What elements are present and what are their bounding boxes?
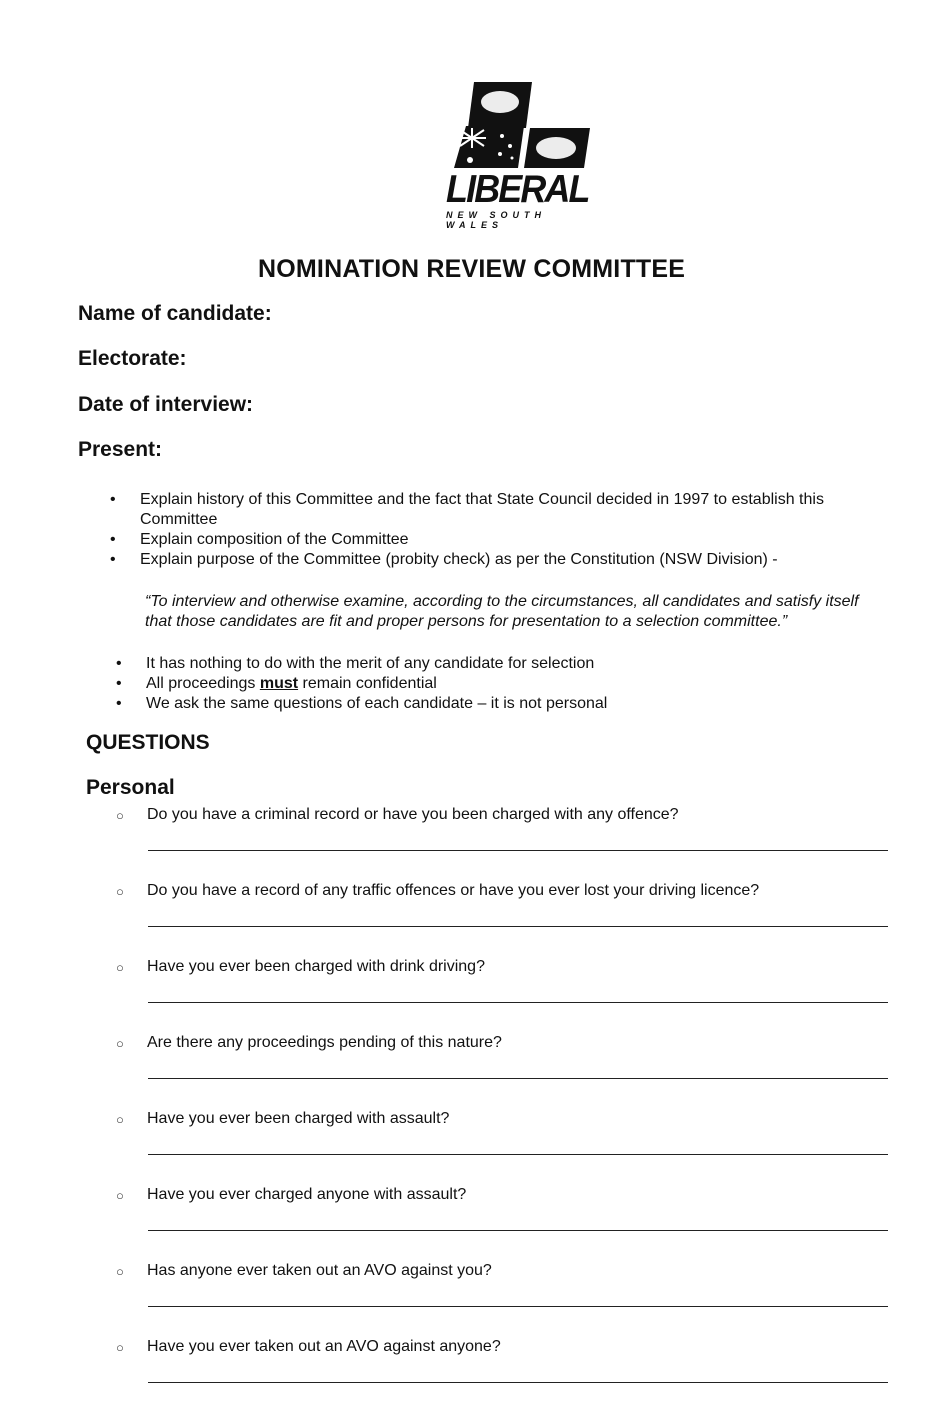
question-text: Have you ever been charged with drink driving?	[147, 958, 485, 975]
candidate-name-label: Name of candidate:	[78, 302, 272, 325]
question-text: Are there any proceedings pending of this nature?	[147, 1034, 502, 1051]
intro-bullet-list	[106, 490, 876, 570]
emphasis-must: must	[259, 675, 299, 692]
questions-heading: QUESTIONS	[86, 731, 210, 754]
list-item	[106, 530, 876, 550]
bullet-icon: •	[116, 655, 122, 672]
answer-line[interactable]	[148, 926, 888, 927]
list-item-text: We ask the same questions of each candidate – it is not personal	[146, 695, 608, 712]
list-item	[106, 490, 876, 530]
question-item	[116, 1338, 888, 1398]
notes-bullet-list	[112, 654, 882, 714]
list-item-text	[146, 675, 437, 692]
logo-wordmark: LIBERAL	[446, 168, 589, 211]
bullet-icon: •	[110, 551, 116, 568]
list-item	[112, 694, 882, 714]
question-text: Have you ever taken out an AVO against anyone?	[147, 1338, 501, 1355]
question-item	[116, 1034, 888, 1094]
list-item-text: Explain purpose of the Committee (probity check) as per the Constitution (NSW Division) -	[140, 551, 778, 568]
answer-line[interactable]	[148, 1002, 888, 1003]
question-item	[116, 806, 888, 866]
question-text: Have you ever been charged with assault?	[147, 1110, 450, 1127]
bullet-icon: •	[110, 531, 116, 548]
list-item-text: Explain history of this Committee and the fact that State Council decided in 1997 to establish this Committee	[140, 491, 824, 528]
answer-line[interactable]	[148, 850, 888, 851]
electorate-label: Electorate:	[78, 347, 187, 370]
question-text: Do you have a criminal record or have you been charged with any offence?	[147, 806, 679, 823]
circle-bullet-icon: ○	[116, 884, 124, 899]
circle-bullet-icon: ○	[116, 1264, 124, 1279]
bullet-icon: •	[116, 695, 122, 712]
list-item	[106, 550, 876, 570]
answer-line[interactable]	[148, 1154, 888, 1155]
note-text-before: All proceedings	[146, 675, 260, 692]
page-title: NOMINATION REVIEW COMMITTEE	[258, 255, 686, 283]
list-item-text: It has nothing to do with the merit of any candidate for selection	[146, 655, 595, 672]
question-text: Has anyone ever taken out an AVO against you?	[147, 1262, 492, 1279]
answer-line[interactable]	[148, 1078, 888, 1079]
question-item	[116, 1186, 888, 1246]
circle-bullet-icon: ○	[116, 960, 124, 975]
question-item	[116, 882, 888, 942]
question-text: Do you have a record of any traffic offences or have you ever lost your driving licence?	[147, 882, 760, 899]
circle-bullet-icon: ○	[116, 1036, 124, 1051]
interview-date-label: Date of interview:	[78, 393, 254, 416]
question-text: Have you ever charged anyone with assault?	[147, 1186, 467, 1203]
note-text-after: remain confidential	[298, 675, 437, 692]
answer-line[interactable]	[148, 1306, 888, 1307]
circle-bullet-icon: ○	[116, 1188, 124, 1203]
question-item	[116, 1262, 888, 1322]
list-item	[112, 674, 882, 694]
question-item	[116, 958, 888, 1018]
present-label: Present:	[78, 438, 163, 461]
logo-subtitle: NEW SOUTH WALES	[446, 210, 546, 230]
list-item-text: Explain composition of the Committee	[140, 531, 409, 548]
personal-heading: Personal	[86, 776, 175, 799]
bullet-icon: •	[110, 491, 116, 508]
circle-bullet-icon: ○	[116, 1340, 124, 1355]
circle-bullet-icon: ○	[116, 1112, 124, 1127]
answer-line[interactable]	[148, 1382, 888, 1383]
circle-bullet-icon: ○	[116, 808, 124, 823]
liberal-logo	[440, 80, 600, 230]
answer-line[interactable]	[148, 1230, 888, 1231]
constitution-quote: “To interview and otherwise examine, according to the circumstances, all candidates and satisfy itself that those candidates are fit and proper persons for presentation to a selection committee.”	[145, 593, 859, 630]
bullet-icon: •	[116, 675, 122, 692]
question-item	[116, 1110, 888, 1170]
list-item	[112, 654, 882, 674]
flag-emblem-icon	[440, 80, 600, 170]
